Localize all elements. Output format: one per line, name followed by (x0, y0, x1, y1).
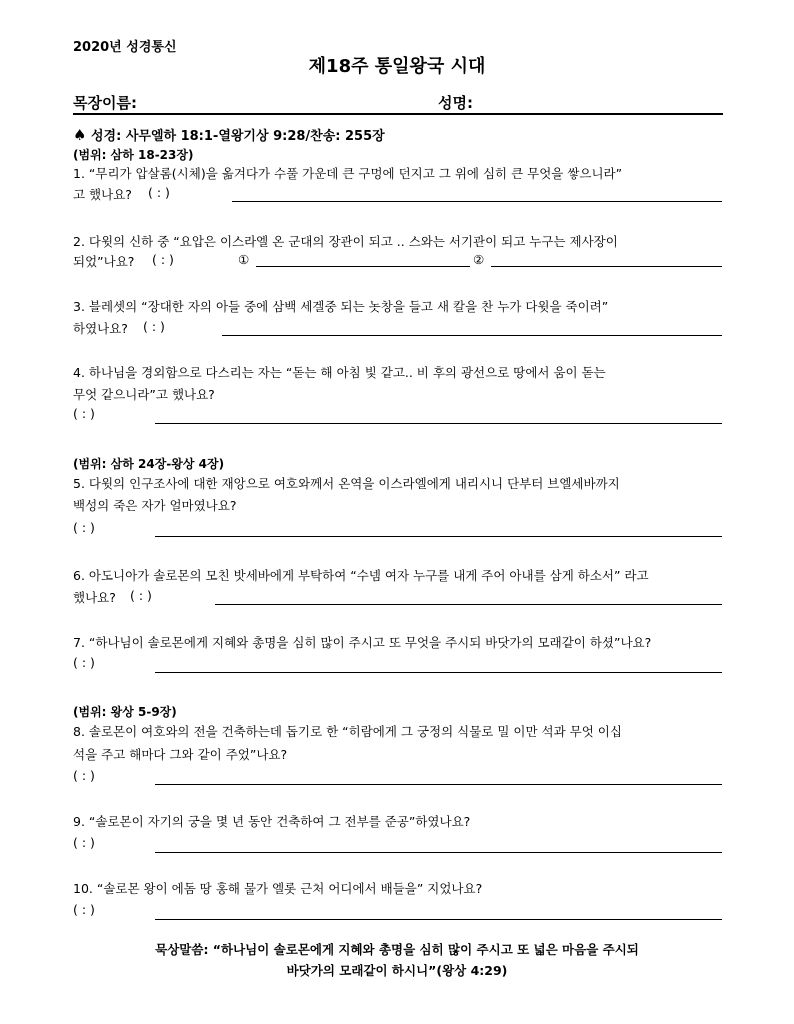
answer-blank: ( : ) (130, 588, 152, 603)
section-range: (범위: 삼하 24장-왕상 4장) (73, 457, 225, 471)
group-name-label: 목장이름: (73, 94, 137, 112)
answer-blank: ( : ) (73, 902, 95, 917)
answer-mark-2: ② (473, 252, 485, 267)
question-3-line2: 하였나요? (73, 321, 128, 336)
scripture-text: 성경: 사무엘하 18:1-열왕기상 9:28/찬송: 255장 (90, 129, 385, 144)
answer-line-3[interactable] (222, 335, 722, 336)
answer-blank: ( : ) (73, 835, 95, 850)
question-10-line1: 10. “솔로몬 왕이 에돔 땅 홍해 물가 엘롯 근처 어디에서 배들을” 지었나요? (73, 881, 483, 896)
question-8-line1: 8. 솔로몬이 여호와의 전을 건축하는데 돕기로 한 “히람에게 그 궁정의 식물로 밀 이만 석과 무엇 이십 (73, 724, 622, 739)
question-4-line2: 무엇 같으니라”고 했나요? (73, 387, 215, 402)
answer-line-7[interactable] (155, 672, 722, 673)
answer-blank: ( : ) (73, 768, 95, 783)
question-9-line1: 9. “솔로몬이 자기의 궁을 몇 년 동안 건축하여 그 전부를 준공”하였나요? (73, 814, 471, 829)
question-6-line2: 했나요? (73, 590, 116, 605)
person-name-label: 성명: (438, 94, 473, 112)
meditation-verse-line2: 바닷가의 모래같이 하시니”(왕상 4:29) (286, 963, 508, 978)
question-5-line2: 백성의 죽은 자가 얼마였나요? (73, 498, 237, 513)
answer-mark-1: ① (238, 252, 250, 267)
question-7-line1: 7. “하나님이 솔로몬에게 지혜와 총명을 심히 많이 주시고 또 무엇을 주시되 바닷가의 모래같이 하셨”나요? (73, 635, 652, 650)
answer-line-4[interactable] (155, 423, 722, 424)
answer-line-5[interactable] (155, 536, 722, 537)
issue-label: 2020년 성경통신 (73, 40, 177, 55)
question-2-line2: 되었”나요? (73, 254, 135, 269)
answer-blank: ( : ) (143, 319, 165, 334)
spade-icon: ♠ (73, 126, 87, 144)
question-1-line1: 1. “무리가 압살롬(시체)을 옮겨다가 수풀 가운데 큰 구멍에 던지고 그 위에 심히 큰 무엇을 쌓으니라” (73, 166, 623, 181)
question-8-line2: 석을 주고 해마다 그와 같이 주었”나요? (73, 747, 288, 762)
header-rule (73, 113, 723, 115)
question-5-line1: 5. 다윗의 인구조사에 대한 재앙으로 여호와께서 온역을 이스라엘에게 내리시니 단부터 브엘세바까지 (73, 476, 620, 491)
question-3-line1: 3. 블레셋의 “장대한 자의 아들 중에 삼백 세겔중 되는 놋창을 들고 새 칼을 찬 누가 다윗을 죽이려” (73, 299, 609, 314)
answer-line-2a[interactable] (256, 266, 470, 267)
answer-blank: ( : ) (73, 520, 95, 535)
answer-blank: ( : ) (152, 252, 174, 267)
page-title: 제18주 통일왕국 시대 (308, 56, 486, 77)
section-range: (범위: 삼하 18-23장) (73, 148, 194, 162)
question-1-line2: 고 했나요? (73, 187, 132, 202)
answer-blank: ( : ) (73, 406, 95, 421)
answer-line-1[interactable] (232, 201, 722, 202)
answer-line-2b[interactable] (491, 266, 722, 267)
question-4-line1: 4. 하나님을 경외함으로 다스리는 자는 “돋는 해 아침 빛 같고.. 비 후의 광선으로 땅에서 움이 돋는 (73, 365, 606, 380)
scripture-line (73, 125, 385, 144)
section-range: (범위: 왕상 5-9장) (73, 705, 177, 719)
answer-line-10[interactable] (155, 919, 722, 920)
answer-blank: ( : ) (73, 655, 95, 670)
question-2-line1: 2. 다윗의 신하 중 “요압은 이스라엘 온 군대의 장관이 되고 .. 스와는 서기관이 되고 누구는 제사장이 (73, 234, 618, 249)
answer-line-6[interactable] (215, 604, 722, 605)
meditation-verse-line1: 묵상말씀: “하나님이 솔로몬에게 지혜와 총명을 심히 많이 주시고 또 넓은 마음을 주시되 (155, 942, 639, 957)
answer-blank: ( : ) (148, 185, 170, 200)
question-6-line1: 6. 아도니아가 솔로몬의 모친 밧세바에게 부탁하여 “수넴 여자 누구를 내게 주어 아내를 삼게 하소서” 라고 (73, 568, 649, 583)
answer-line-9[interactable] (155, 852, 722, 853)
answer-line-8[interactable] (155, 784, 722, 785)
